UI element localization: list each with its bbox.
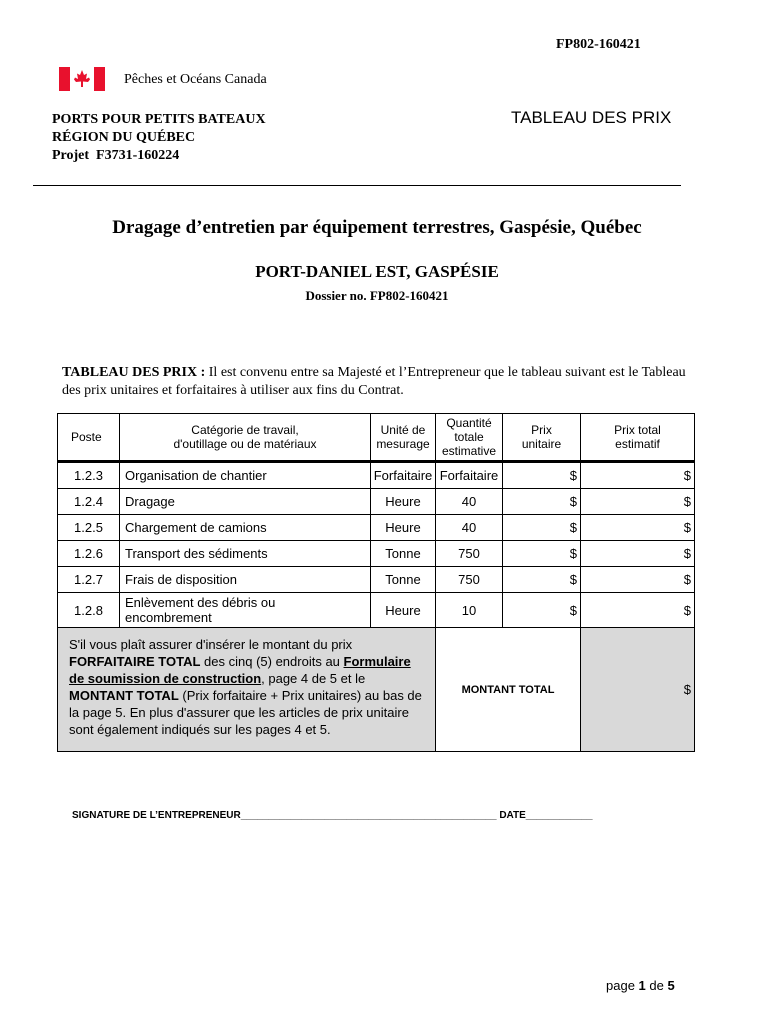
header-categorie <box>120 414 371 462</box>
table-row <box>58 515 695 541</box>
footer-of-word: de <box>645 978 668 993</box>
signature-line[interactable]: SIGNATURE DE L’ENTREPRENEUR______________________________________________ DATE____________ <box>72 810 593 821</box>
table-row <box>58 489 695 515</box>
header-prix <box>503 414 581 462</box>
instruction-note <box>58 628 436 752</box>
cell-prix-total[interactable]: $ <box>581 567 695 593</box>
table-row <box>58 593 695 628</box>
note-form-reference: Formulaire de soumission de construction <box>69 654 411 686</box>
cell-unite: Tonne <box>371 567 436 593</box>
note-text-1: S'il vous plaît assurer d'insérer le montant du prix <box>69 637 353 652</box>
cell-categorie: Frais de disposition <box>120 567 371 593</box>
cell-unite: Heure <box>371 593 436 628</box>
table-row <box>58 567 695 593</box>
main-title: Dragage d’entretien par équipement terrestres, Gaspésie, Québec <box>112 217 642 238</box>
header-unite-line-1: Unité de <box>380 423 426 437</box>
page-footer <box>606 978 675 993</box>
cell-prix-unitaire[interactable]: $ <box>503 462 581 489</box>
montant-total-row <box>58 628 695 752</box>
cell-prix-total[interactable]: $ <box>581 515 695 541</box>
canada-flag-icon <box>59 67 105 91</box>
header-total <box>581 414 695 462</box>
document-number: FP802-160421 <box>556 37 641 52</box>
cell-poste: 1.2.5 <box>58 515 120 541</box>
footer-page-word: page <box>606 978 639 993</box>
cell-prix-total[interactable]: $ <box>581 489 695 515</box>
note-text-3: , page 4 de 5 et le <box>261 671 366 686</box>
note-text-2: des cinq (5) endroits au <box>200 654 344 669</box>
intro-paragraph <box>62 364 692 400</box>
table-row <box>58 462 695 489</box>
header-project: Projet F3731-160224 <box>52 148 180 163</box>
header-categorie-line-2: d'outillage ou de matériaux <box>173 437 317 451</box>
montant-total-value[interactable]: $ <box>581 628 695 752</box>
cell-categorie: Organisation de chantier <box>120 462 371 489</box>
cell-poste: 1.2.6 <box>58 541 120 567</box>
header-prix-line-1: Prix <box>531 423 552 437</box>
header-categorie-line-1: Catégorie de travail, <box>191 423 299 437</box>
cell-unite: Tonne <box>371 541 436 567</box>
cell-prix-unitaire[interactable]: $ <box>503 515 581 541</box>
price-table <box>57 413 695 752</box>
cell-categorie <box>120 593 371 628</box>
sub-title: PORT-DANIEL EST, GASPÉSIE <box>255 262 499 281</box>
header-quantite-line-1: Quantité <box>446 416 492 430</box>
header-line-2: RÉGION DU QUÉBEC <box>52 130 196 145</box>
cell-prix-unitaire[interactable]: $ <box>503 567 581 593</box>
cell-categorie-line-2: encombrement <box>125 610 212 625</box>
note-text-4: (Prix forfaitaire + Prix unitaires) au bas de la page 5. En plus d'assurer que les articles de prix unitaire sont également indiqués sur les pages 4 et 5. <box>69 688 422 737</box>
header-total-line-1: Prix total <box>614 423 661 437</box>
cell-quantite: 40 <box>436 489 503 515</box>
cell-prix-unitaire[interactable]: $ <box>503 489 581 515</box>
department-name: Pêches et Océans Canada <box>124 72 267 87</box>
cell-unite: Heure <box>371 515 436 541</box>
header-unite-line-2: mesurage <box>376 437 430 451</box>
footer-page-number: 1 <box>638 978 646 993</box>
header-quantite-line-2: totale <box>454 430 484 444</box>
note-forfaitaire-total: FORFAITAIRE TOTAL <box>69 654 201 669</box>
cell-prix-total[interactable]: $ <box>581 462 695 489</box>
cell-poste: 1.2.4 <box>58 489 120 515</box>
header-divider <box>33 185 681 186</box>
cell-poste: 1.2.7 <box>58 567 120 593</box>
cell-quantite: 750 <box>436 541 503 567</box>
cell-prix-total[interactable]: $ <box>581 541 695 567</box>
cell-unite: Heure <box>371 489 436 515</box>
header-unite <box>371 414 436 462</box>
cell-categorie: Transport des sédiments <box>120 541 371 567</box>
dossier-number: Dossier no. FP802-160421 <box>305 288 449 303</box>
cell-quantite: 750 <box>436 567 503 593</box>
header-quantite-line-3: estimative <box>441 444 497 458</box>
cell-prix-unitaire[interactable]: $ <box>503 593 581 628</box>
header-prix-line-2: unitaire <box>521 437 562 451</box>
intro-label: TABLEAU DES PRIX : <box>62 365 206 380</box>
header-block <box>52 111 266 165</box>
note-montant-total: MONTANT TOTAL <box>69 688 179 703</box>
cell-prix-unitaire[interactable]: $ <box>503 541 581 567</box>
cell-quantite: Forfaitaire <box>436 462 503 489</box>
cell-categorie: Dragage <box>120 489 371 515</box>
cell-poste: 1.2.3 <box>58 462 120 489</box>
cell-quantite: 40 <box>436 515 503 541</box>
cell-categorie-line-1: Enlèvement des débris ou <box>125 595 276 610</box>
cell-prix-total[interactable]: $ <box>581 593 695 628</box>
cell-quantite: 10 <box>436 593 503 628</box>
table-header-row <box>58 414 695 462</box>
header-line-1: PORTS POUR PETITS BATEAUX <box>52 112 266 127</box>
header-quantite <box>436 414 503 462</box>
montant-total-label: MONTANT TOTAL <box>436 628 581 752</box>
footer-page-total: 5 <box>667 978 675 993</box>
header-table-title: TABLEAU DES PRIX <box>511 108 672 127</box>
cell-categorie: Chargement de camions <box>120 515 371 541</box>
cell-poste: 1.2.8 <box>58 593 120 628</box>
header-poste: Poste <box>58 414 120 462</box>
cell-unite: Forfaitaire <box>371 462 436 489</box>
header-total-line-2: estimatif <box>615 437 660 451</box>
table-row <box>58 541 695 567</box>
intro-text: Il est convenu entre sa Majesté et l’Entrepreneur que le tableau suivant est le Tableau des prix unitaires et forfaitaires à utiliser aux fins du Contrat. <box>62 365 686 398</box>
